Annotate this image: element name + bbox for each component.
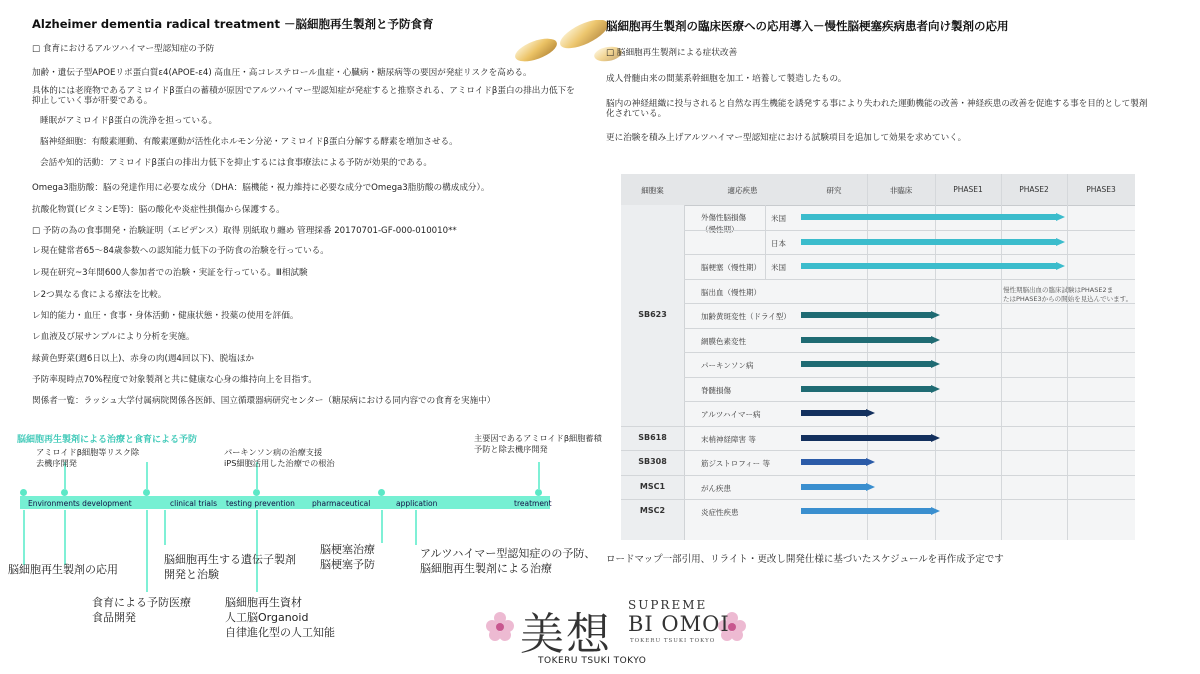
arrow-head-icon <box>1056 262 1065 270</box>
left-text-line: 具体的には老廃物であるアミロイドβ蛋白の蓄積が原因でアルツハイマー型認知症が発症すると推察される、アミロイドβ蛋白の排出力低下を <box>32 86 575 96</box>
timeline-bottom-note: 脳梗塞治療 脳梗塞予防 <box>320 543 375 571</box>
connector-line <box>146 510 148 592</box>
timeline-bar-label: application <box>396 499 438 508</box>
connector-line <box>164 510 166 545</box>
arrow-shaft <box>801 361 931 367</box>
cell-code: MSC2 <box>639 506 666 516</box>
logo-bottom-text: TOKERU TSUKI TOKYO <box>538 656 647 666</box>
arrow-shaft <box>801 214 1056 220</box>
timeline-bar-label: treatment <box>514 499 552 508</box>
logo-kanji: 美想 <box>520 609 612 660</box>
left-text-line: レ現在研究~3年間600人参加者での治験・実証を行っている。Ⅲ相試験 <box>32 268 308 278</box>
table-header-cell: 非臨床 <box>889 186 913 195</box>
disease-label: 脊髄損傷 <box>701 385 731 395</box>
arrow-head-icon <box>931 336 940 344</box>
arrow-shaft <box>801 484 866 490</box>
left-text-line: 抗酸化物質(ビタミンE等)：脳の酸化や炎症性損傷から保護する。 <box>32 205 285 215</box>
progress-arrow <box>801 385 939 393</box>
left-text-line: 予防率現時点70%程度で対象製剤と共に健康な心身の維持向上を目指す。 <box>32 375 317 385</box>
connector-line <box>415 510 417 545</box>
arrow-head-icon <box>931 360 940 368</box>
arrow-head-icon <box>866 409 875 417</box>
logo-bi-omoi: BI OMOI <box>628 612 730 636</box>
left-text-line: レ血液及び尿サンプルにより分析を実施。 <box>32 332 195 342</box>
arrow-head-icon <box>1056 238 1065 246</box>
timeline-bottom-note: 脳細胞再生資材 人工脳Organoid 自律進化型の人工知能 <box>225 596 335 639</box>
country-label: 米国 <box>771 263 786 272</box>
progress-arrow <box>801 458 874 466</box>
right-text-line: 成人骨髄由来の間葉系幹細胞を加工・培養して製造したもの。 <box>606 74 847 84</box>
pipeline-table <box>621 174 1135 540</box>
arrow-head-icon <box>931 385 940 393</box>
arrow-shaft <box>801 312 931 318</box>
timeline-bottom-note: アルツハイマー型認知症のの予防、 脳細胞再生製剤による治療 <box>420 547 596 575</box>
disease-label: アルツハイマー病 <box>701 410 761 420</box>
row-separator <box>684 328 1135 329</box>
left-title: Alzheimer dementia radical treatment －脳細胞再生製剤と予防食育 <box>32 17 434 31</box>
table-header-cell: PHASE2 <box>1019 185 1049 194</box>
row-separator <box>684 377 1135 378</box>
country-separator <box>765 254 766 279</box>
timeline-dot <box>253 489 260 496</box>
logo-supreme: SUPREME <box>628 598 708 612</box>
arrow-shaft <box>801 386 931 392</box>
timeline-top-note: 主要因であるアミロイドβ細胞蓄積 予防と除去機序開発 <box>474 433 602 454</box>
left-text-line: 加齢・遺伝子型APOEリポ蛋白質ε4(APOE‐ε4) 高血圧・高コレステロール血症・心臓病・糖尿病等の要因が発症リスクを高める。 <box>32 68 532 78</box>
timeline-dot <box>535 489 542 496</box>
arrow-shaft <box>801 337 931 343</box>
disease-label: 筋ジストロフィー 等 <box>701 459 771 469</box>
row-separator <box>684 401 1135 402</box>
connector-line <box>146 462 148 490</box>
arrow-shaft <box>801 410 866 416</box>
right-text-line: 脳内の神経組織に投与されると自然な再生機能を誘発する事により失われた運動機能の改善・神経疾患の改善を促進する事を目的として製剤 <box>606 99 1148 109</box>
left-text-line: □ 予防の為の食事開発・治験証明（エビデンス）取得 別紙取り纏め 管理採番 20170701-GF-000-010010** <box>32 226 457 236</box>
progress-arrow <box>801 360 939 368</box>
timeline-bar-label: testing prevention <box>226 499 295 508</box>
disease-label: 末梢神経障害 等 <box>701 434 756 444</box>
cell-code: MSC1 <box>639 481 666 491</box>
timeline-top-note: アミロイドβ細胞等リスク除 去機序開発 <box>36 447 140 468</box>
arrow-head-icon <box>1056 213 1065 221</box>
timeline-bottom-note: 脳細胞再生製剤の応用 <box>8 563 118 576</box>
timeline-bottom-note: 食育による予防医療 食品開発 <box>92 596 191 624</box>
right-text-line: □ 脳細胞再生製剤による症状改善 <box>606 48 738 58</box>
country-label: 米国 <box>771 214 786 223</box>
progress-arrow <box>801 311 939 319</box>
progress-arrow <box>801 238 1064 246</box>
arrow-shaft <box>801 508 931 514</box>
left-text-line: □ 食育におけるアルツハイマー型認知症の予防 <box>32 44 215 54</box>
disease-label: 脳梗塞（慢性期） <box>701 263 761 273</box>
timeline-bar-label: Environments development <box>28 499 132 508</box>
left-text-line: 抑止していく事が肝要である。 <box>32 96 153 106</box>
progress-arrow <box>801 213 1064 221</box>
group-separator <box>621 499 1135 500</box>
arrow-head-icon <box>866 458 875 466</box>
left-text-line: 関係者一覧：ラッシュ大学付属病院関係各医師、国立循環器病研究センター（糖尿病における同内容での食育を実施中） <box>32 396 496 406</box>
flower-left-icon <box>482 606 518 646</box>
progress-arrow <box>801 434 939 442</box>
right-text-line: 化されている。 <box>606 109 667 119</box>
cell-code: SB308 <box>638 457 667 467</box>
timeline-title: 脳細胞再生製剤による治療と食育による予防 <box>17 435 198 445</box>
disease-label: 加齢黄斑変性（ドライ型） <box>701 312 791 322</box>
progress-arrow <box>801 483 874 491</box>
connector-line <box>538 462 540 490</box>
timeline-bar-label: pharmaceutical <box>312 499 371 508</box>
pipeline-table-header <box>621 174 1135 206</box>
timeline-bottom-note: 脳細胞再生する遺伝子製剤 開発と治験 <box>164 553 296 581</box>
disease-label: 炎症性疾患 <box>701 508 739 518</box>
row-separator <box>684 352 1135 353</box>
connector-line <box>23 510 25 565</box>
left-text-line: Omega3脂肪酸：脳の発達作用に必要な成分（DHA：脳機能・視力維持に必要な成分でOmega3脂肪酸の構成成分）。 <box>32 183 490 193</box>
logo-small-text: TOKERU TSUKI TOKYO <box>630 638 716 644</box>
disease-label: 脳出血（慢性期） <box>701 287 761 297</box>
arrow-head-icon <box>931 434 940 442</box>
left-text-line: 睡眠がアミロイドβ蛋白の洗浄を担っている。 <box>40 116 218 126</box>
progress-arrow <box>801 262 1064 270</box>
timeline-dot <box>143 489 150 496</box>
disease-label: 外傷性脳損傷 <box>701 213 746 223</box>
table-header-cell: 研究 <box>826 186 842 195</box>
country-separator <box>765 230 766 255</box>
country-separator <box>765 205 766 230</box>
cell-code: SB623 <box>638 310 667 320</box>
row-separator <box>684 230 1135 231</box>
table-header-cell: PHASE1 <box>953 185 983 194</box>
table-header-cell: 細胞案 <box>641 186 664 195</box>
arrow-shaft <box>801 263 1056 269</box>
timeline-top-note: パーキンソン病の治療支援 iPS細胞活用した治療での根治 <box>224 447 335 468</box>
group-separator <box>621 475 1135 476</box>
disease-label: がん疾患 <box>701 483 731 493</box>
table-note: 慢性期脳出血の臨床試験はPHASE2ま たはPHASE3からの開始を見込んでいます。 <box>1003 286 1133 303</box>
row-separator <box>684 279 1135 280</box>
timeline-dot <box>378 489 385 496</box>
right-title: 脳細胞再生製剤の臨床医療への応用導入－慢性脳梗塞疾病患者向け製剤の応用 <box>606 19 1009 33</box>
arrow-shaft <box>801 239 1056 245</box>
arrow-shaft <box>801 435 931 441</box>
row-separator <box>684 254 1135 255</box>
disease-label: 網膜色素変性 <box>701 336 746 346</box>
arrow-head-icon <box>931 507 940 515</box>
left-text-line: レ知的能力・血圧・食事・身体活動・健康状態・投薬の使用を評価。 <box>32 311 299 321</box>
cell-code: SB618 <box>638 432 667 442</box>
disease-label: パーキンソン病 <box>701 361 754 371</box>
arrow-head-icon <box>931 311 940 319</box>
timeline-dot <box>61 489 68 496</box>
table-header-cell: 適応疾患 <box>727 186 758 195</box>
connector-line <box>64 510 66 565</box>
right-text-line: 更に治験を積み上げアルツハイマー型認知症における試験項目を追加して効果を求めていく。 <box>606 133 967 143</box>
group-separator <box>621 426 1135 427</box>
group-separator <box>621 450 1135 451</box>
table-header-cell: PHASE3 <box>1086 185 1116 194</box>
arrow-shaft <box>801 459 866 465</box>
left-text-line: 緑黄色野菜(週6日以上)、赤身の肉(週4回以下)、脱塩ほか <box>32 354 255 364</box>
progress-arrow <box>801 336 939 344</box>
progress-arrow <box>801 409 874 417</box>
left-text-line: レ2つ異なる食による療法を比較。 <box>32 290 167 300</box>
left-text-line: レ現在健常者65～84歳参数への認知能力低下の予防食の治験を行っている。 <box>32 246 329 256</box>
left-text-line: 脳神経細胞：有酸素運動、有酸素運動が活性化ホルモン分泌・アミロイドβ蛋白分解する酵素を増加させる。 <box>40 137 458 147</box>
progress-arrow <box>801 507 939 515</box>
timeline-bar-label: clinical trials <box>170 499 218 508</box>
capsule-image <box>496 20 624 64</box>
arrow-head-icon <box>866 483 875 491</box>
left-text-line: 会話や知的活動：アミロイドβ蛋白の排出力低下を抑止するには食事療法による予防が効果的である。 <box>40 158 432 168</box>
connector-line <box>381 510 383 543</box>
timeline-dot <box>20 489 27 496</box>
country-label: 日本 <box>771 238 786 248</box>
roadmap-caption: ロードマップ一部引用、リライト・更改し開発仕様に基づいたスケジュールを再作成予定です <box>606 554 1004 565</box>
